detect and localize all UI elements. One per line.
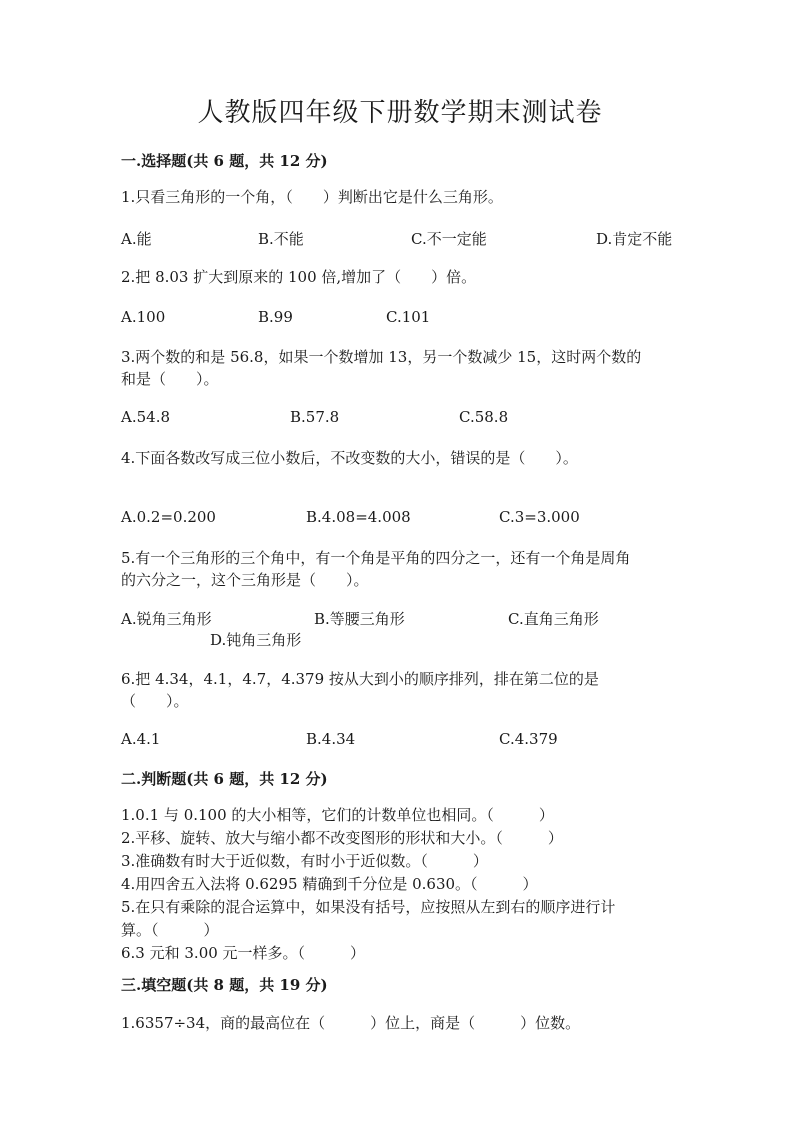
section-heading-choice: 一.选择题(共 6 题，共 12 分) [121,152,328,170]
question-line: 和是（ ）。 [121,370,219,388]
option-d: D.肯定不能 [596,230,673,248]
section-heading-fill: 三.填空题(共 8 题，共 19 分) [121,976,328,994]
option-b: B.99 [258,308,293,326]
judge-question: 算。（ ） [121,921,219,939]
question-text: 4.下面各数改写成三位小数后，不改变数的大小，错误的是（ ）。 [121,449,578,467]
judge-question: 6.3 元和 3.00 元一样多。（ ） [121,944,366,962]
option-a: A.54.8 [121,408,170,426]
judge-question: 5.在只有乘除的混合运算中，如果没有括号，应按照从左到右的顺序进行计 [121,898,616,916]
option-d: D.钝角三角形 [210,631,302,649]
judge-question: 1.0.1 与 0.100 的大小相等，它们的计数单位也相同。（ ） [121,806,554,824]
option-c: C.58.8 [459,408,509,426]
option-c: C.直角三角形 [508,610,599,628]
option-a: A.100 [121,308,166,326]
question-line: 5.有一个三角形的三个角中，有一个角是平角的四分之一，还有一个角是周角 [121,549,631,567]
option-c: C.3=3.000 [499,508,580,526]
section-heading-judge: 二.判断题(共 6 题，共 12 分) [121,770,328,788]
fill-question: 1.6357÷34，商的最高位在（ ）位上，商是（ ）位数。 [121,1014,581,1032]
option-b: B.4.08=4.008 [306,508,411,526]
question-text [121,668,681,712]
question-line: 3.两个数的和是 56.8，如果一个数增加 13，另一个数减少 15，这时两个数的 [121,348,642,366]
question-line: 的六分之一，这个三角形是（ ）。 [121,571,369,589]
option-a: A.0.2=0.200 [121,508,216,526]
judge-question: 4.用四舍五入法将 0.6295 精确到千分位是 0.630。（ ） [121,875,538,893]
option-a: A.能 [121,230,152,248]
option-c: C.不一定能 [411,230,487,248]
option-b: B.不能 [258,230,304,248]
question-text [121,547,681,591]
page-title: 人教版四年级下册数学期末测试卷 [197,98,603,128]
option-a: A.锐角三角形 [121,610,212,628]
judge-question-list [121,804,681,965]
option-b: B.57.8 [290,408,340,426]
question-text: 1.只看三角形的一个角，（ ）判断出它是什么三角形。 [121,188,503,206]
option-a: A.4.1 [121,730,161,748]
question-text [121,346,681,390]
option-c: C.101 [386,308,431,326]
option-b: B.4.34 [306,730,356,748]
question-line: 6.把 4.34，4.1，4.7，4.379 按从大到小的顺序排列，排在第二位的是 [121,670,599,688]
question-line: （ ）。 [121,692,189,710]
judge-question: 2.平移、旋转、放大与缩小都不改变图形的形状和大小。（ ） [121,829,563,847]
judge-question: 3.准确数有时大于近似数，有时小于近似数。（ ） [121,852,488,870]
question-text: 2.把 8.03 扩大到原来的 100 倍,增加了（ ）倍。 [121,268,477,286]
option-c: C.4.379 [499,730,558,748]
option-b: B.等腰三角形 [314,610,405,628]
